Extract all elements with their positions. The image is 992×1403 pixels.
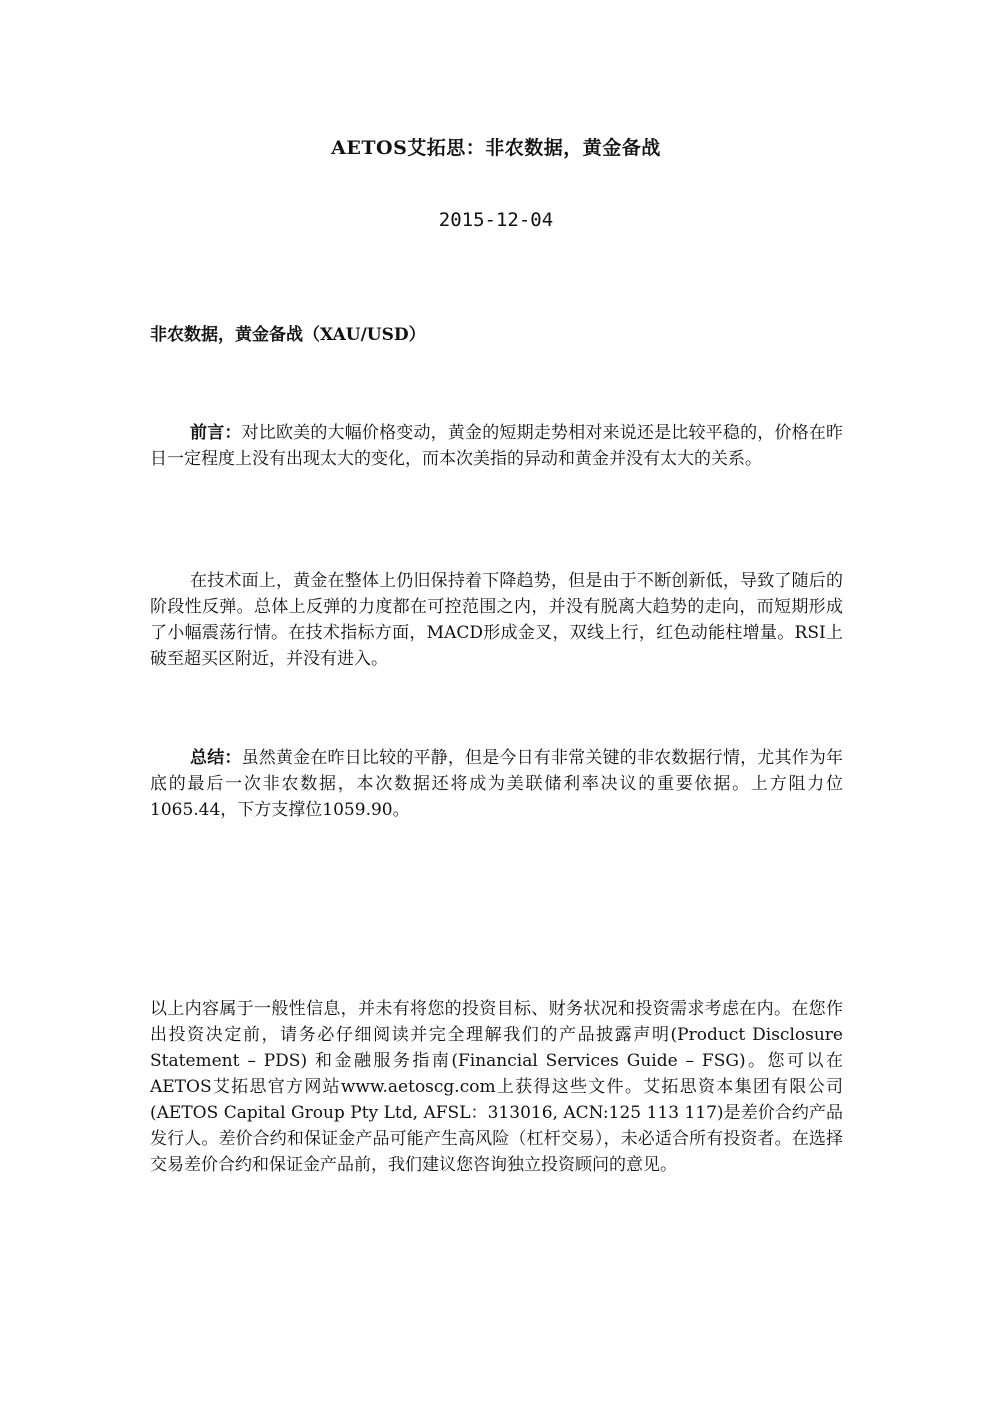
summary-label: 总结： [190, 748, 242, 768]
intro-text: 对比欧美的大幅价格变动，黄金的短期走势相对来说还是比较平稳的，价格在昨日一定程度上没有出现太大的变化，而本次美指的异动和黄金并没有太大的关系。 [150, 423, 844, 469]
summary-paragraph [150, 745, 843, 823]
document-title: AETOS艾拓思：非农数据，黄金备战 [331, 137, 661, 159]
summary-text: 虽然黄金在昨日比较的平静，但是今日有非常关键的非农数据行情，尤其作为年底的最后一次非农数据，本次数据还将成为美联储利率决议的重要依据。上方阻力位1065.44，下方支撑位1059.90。 [150, 748, 844, 820]
disclaimer-paragraph: 以上内容属于一般性信息，并未有将您的投资目标、财务状况和投资需求考虑在内。在您作出投资决定前，请务必仔细阅读并完全理解我们的产品披露声明(Product Disclosure Statement – PDS) 和金融服务指南(Financial Services Guide – FSG)。您可以在AETOS艾拓思官方网站www.aetoscg.com上获得这些文件。艾拓思资本集团有限公司(AETOS Capital Group Pty Ltd, AFSL：313016, ACN:125 113 117)是差价合约产品发行人。差价合约和保证金产品可能产生高风险（杠杆交易），未必适合所有投资者。在选择交易差价合约和保证金产品前，我们建议您咨询独立投资顾问的意见。 [150, 999, 843, 1175]
intro-paragraph [150, 420, 843, 472]
document-date: 2015-12-04 [438, 209, 554, 231]
technical-paragraph: 在技术面上，黄金在整体上仍旧保持着下降趋势，但是由于不断创新低，导致了随后的阶段性反弹。总体上反弹的力度都在可控范围之内，并没有脱离大趋势的走向，而短期形成了小幅震荡行情。在技术指标方面，MACD形成金叉，双线上行，红色动能柱增量。RSI上破至超买区附近，并没有进入。 [150, 571, 843, 669]
intro-label: 前言： [190, 423, 242, 443]
section-heading: 非农数据，黄金备战（XAU/USD） [150, 325, 426, 345]
